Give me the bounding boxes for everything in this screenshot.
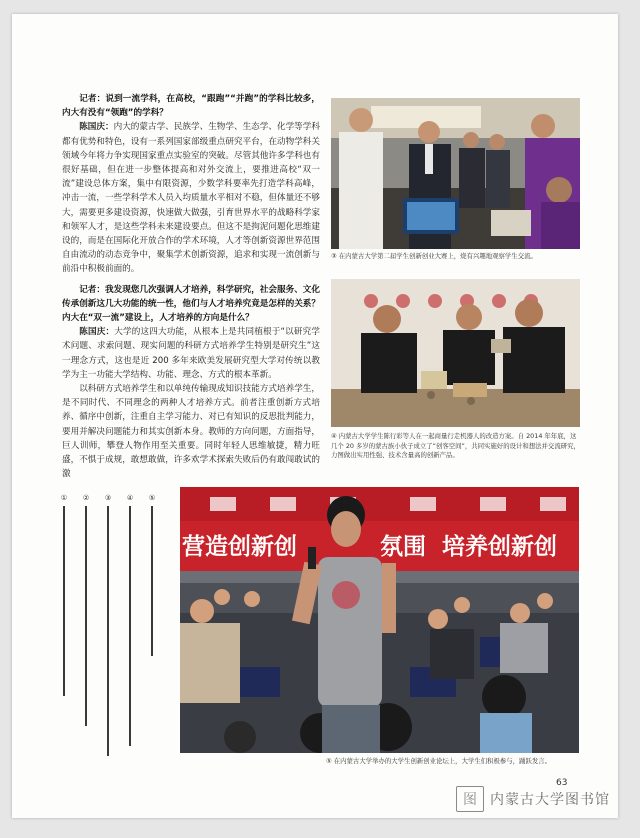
mongolian-column xyxy=(80,494,92,764)
answer-1-text: 内大的蒙古学、民族学、生物学、生态学、化学等学科都有优势和特色，设有一系列国家部级重点研究平台，在动物学科关领域今年将力争实现国家重点实验室的突破。尽管其他许多学科也有很好基础，但在进一步整体提高和对外交流上，要推进高校“双一流”建设总体方案，集中有限资源，少数学科要率先打造学科高峰，冲击一流，一些学科学术人员入均质量水平相对不稳，但体量还不够大，需要更多建设资源，快速做大做强，引育世界水平的战略科学家和领军人才，是这些学科未来建设要点。但这不是拘泥问题化思维建设的，而是在国际化开放合作的学术环境，人才等创新资源世界范围自由流动的动态竞争中，聚集学术创新资源，追求和实现一流创新与前沿中积极前面的。 xyxy=(62,122,320,275)
photo-robot-team-art xyxy=(331,279,580,427)
library-watermark xyxy=(456,786,610,812)
answer-1 xyxy=(62,120,320,276)
answer-2-text: 大学的这四大功能，从根本上是共同植根于“以研究学术问题、求索问题、现实问题的科研方式培养学生特别是研究生”这一理念方式，这也是近 200 多年来欧美发展研究型大学对传统以教学为主一功能大学结构、功能、理念、方式的根本革新。 xyxy=(62,327,320,380)
banner-text-mid: 氛围 xyxy=(380,533,426,559)
caption-4: ④ 内蒙古大学学生陈行彩等人在一起商量行走机器人的改造方案。自 2014 年年底，这几个 20 多岁的蒙古族小伙子成立了“创客空间”，共同实施好的设计和想法并交流研究，力图做出实用性强、技术含量高的创新产品。 xyxy=(331,432,580,459)
library-logo-icon: 图 xyxy=(456,786,484,812)
caption-3: ③ 在内蒙古大学第二届学生创新创业大赛上，烧有兴趣地观察学生交流。 xyxy=(331,252,537,260)
mongolian-text-line xyxy=(129,506,131,746)
photo-exhibition-art xyxy=(331,98,580,249)
speaker-label: 陈国庆： xyxy=(79,122,114,133)
mongolian-marker: ⑤ xyxy=(148,494,156,502)
page-number: 63 xyxy=(556,778,568,788)
mongolian-script-captions xyxy=(52,494,164,764)
mongolian-column xyxy=(58,494,70,764)
mongolian-text-line xyxy=(85,506,87,726)
library-name: 内蒙古大学图书馆 xyxy=(490,792,610,808)
mongolian-column xyxy=(102,494,114,764)
caption-5: ⑤ 在内蒙古大学举办的大学生创新创业论坛上，大学生们积极参与，踊跃发言。 xyxy=(326,757,552,765)
article-text xyxy=(62,92,320,481)
photo-exhibition xyxy=(331,98,580,249)
mongolian-marker: ③ xyxy=(104,494,112,502)
mongolian-column xyxy=(124,494,136,764)
photo-robot-team xyxy=(331,279,580,427)
mongolian-marker: ② xyxy=(82,494,90,502)
mongolian-text-line xyxy=(107,506,109,756)
mongolian-column xyxy=(146,494,158,764)
mongolian-marker: ④ xyxy=(126,494,134,502)
paragraph-3: 以科研方式培养学生和以单纯传输现成知识技能方式培养学生，是不同时代、不同理念的两种人才培养方式。前者注重创新方式培养、循序中创新，注重自主学习能力、对已有知识的反思批判能力，要用并解决问题能力和其实创新本身。教师的方向问题，方面指导，巨人训师，攀登人物作用至关重要。同时年轻人思维敏捷，精力旺盛，不惧于成规，敢想敢做，许多欢学术探索失败后仍有敢闯敢试的激 xyxy=(62,384,320,480)
mongolian-text-line xyxy=(151,506,153,656)
question-2: 记者：我发现您几次强调人才培养，科学研究，社会服务、文化传承创新这几大功能的统一性，他们与人才培养究竟是怎样的关系？内大在“双一流”建设上，人才培养的方向是什么？ xyxy=(62,284,320,324)
question-1: 记者：说到一流学科，在高校，“跟跑”“并跑”的学科比较多，内大有没有“领跑”的学科？ xyxy=(62,94,320,119)
mongolian-marker: ① xyxy=(60,494,68,502)
mongolian-text-line xyxy=(63,506,65,696)
photo-forum-art xyxy=(180,487,579,753)
banner-text-left: 营造创新创 xyxy=(182,533,297,559)
speaker-label: 陈国庆： xyxy=(79,327,115,338)
answer-2 xyxy=(62,325,320,382)
photo-forum xyxy=(180,487,579,753)
banner-text-right: 培养创新创 xyxy=(442,533,557,559)
